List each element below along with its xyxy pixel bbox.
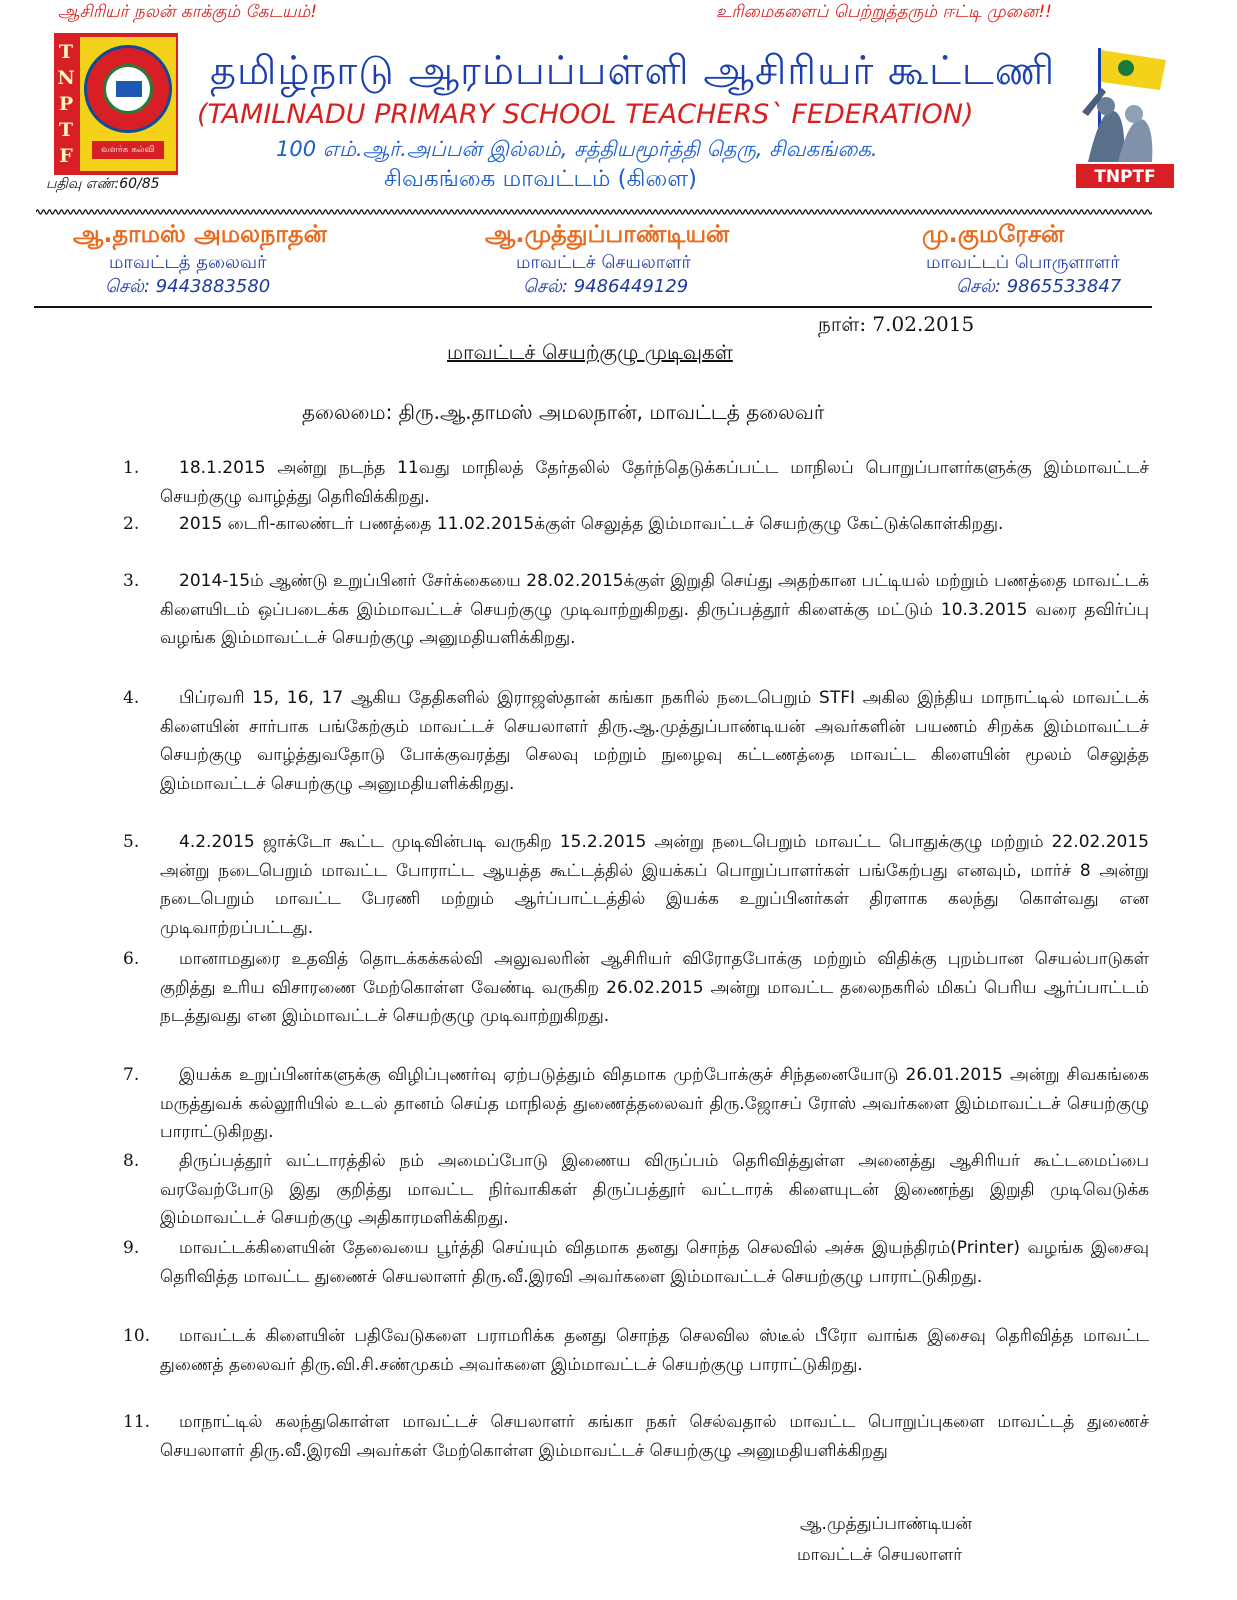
emblem-panel	[80, 37, 176, 171]
logo-letter-strip	[54, 33, 78, 175]
header-divider	[36, 202, 1152, 212]
meeting-chair: தலைமை: திரு.ஆ.தாமஸ் அமலநான், மாவட்டத் தலைவர்	[302, 400, 825, 424]
resolution-item	[123, 1061, 1149, 1147]
logo-letter: N	[57, 67, 75, 89]
president-role: மாவட்டத் தலைவர்	[109, 252, 267, 273]
resolution-text: பிப்ரவரி 15, 16, 17 ஆகிய தேதிகளில் இராஜஸ்தான் கங்கா நகரில் நடைபெறும் STFI அகில இந்திய மாநாட்டில் மாவட்டக் கிளையின் சார்பாக பங்கேற்கும் மாவட்டச் செயலாளர் திரு.ஆ.முத்துப்பாண்டியன் அவர்களின் பயணம் சிறக்க இம்மாவட்டச் செயற்குழு வாழ்த்துவதோடு போக்குவரத்து செலவு மற்றும் நுழைவு கட்டணத்தை மாவட்ட கிளையின் மூலம் செலுத்த இம்மாவட்டச் செயற்குழு அனுமதியளிக்கிறது.	[160, 688, 1149, 794]
resolution-number: 2.	[123, 514, 140, 534]
document-title: மாவட்டச் செயற்குழு முடிவுகள்	[447, 340, 733, 364]
emblem-ribbon: வளர்க கல்வி	[92, 141, 164, 159]
tnptf-emblem-logo	[54, 33, 178, 175]
signatory-role: மாவட்டச் செயலாளர்	[797, 1545, 963, 1565]
resolution-number: 10.	[123, 1326, 151, 1346]
resolution-text: இயக்க உறுப்பினர்களுக்கு விழிப்புணர்வு ஏற்படுத்தும் விதமாக முற்போக்குச் சிந்தனையோடு 26.01.2015 அன்று சிவகங்கை மருத்துவக் கல்லூரியில் உடல் தானம் செய்த மாநிலத் துணைத்தலைவர் திரு.ஜோசப் ரோஸ் அவர்களை இம்மாவட்டச் செயற்குழு பாராட்டுகிறது.	[160, 1065, 1149, 1142]
district-branch: சிவகங்கை மாவட்டம் (கிளை)	[384, 166, 697, 192]
secretary-phone: செல்: 9486449129	[523, 276, 689, 297]
logo-letter: T	[58, 119, 74, 141]
signatory-name: ஆ.முத்துப்பாண்டியன்	[800, 1514, 973, 1534]
resolution-item	[123, 510, 1149, 539]
flag-bearer-logo	[1068, 42, 1180, 190]
resolution-number: 11.	[123, 1412, 151, 1432]
resolution-item	[123, 454, 1149, 511]
resolution-number: 1.	[123, 458, 140, 478]
resolution-item	[123, 1234, 1149, 1291]
resolution-number: 3.	[123, 571, 140, 591]
resolution-item	[123, 567, 1149, 653]
header-rule	[34, 306, 1152, 308]
resolution-text: மாநாட்டில் கலந்துகொள்ள மாவட்டச் செயலாளர் கங்கா நகர் செல்வதால் மாவட்ட பொறுப்புகளை மாவட்டத் துணைச் செயலாளர் திரு.வீ.இரவி அவர்கள் மேற்கொள்ள இம்மாவட்டச் செயற்குழு அனுமதியளிக்கிறது	[160, 1412, 1149, 1461]
treasurer-role: மாவட்டப் பொருளாளர்	[926, 252, 1120, 273]
organisation-title-english: (TAMILNADU PRIMARY SCHOOL TEACHERS` FEDERATION)	[197, 99, 974, 130]
resolution-item	[123, 1147, 1149, 1233]
resolution-number: 6.	[123, 949, 140, 969]
resolution-text: மாவட்டக் கிளையின் பதிவேடுகளை பராமரிக்க தனது சொந்த செலவில ஸ்டீல் பீரோ வாங்க இசைவு தெரிவித்த மாவட்ட துணைத் தலைவர் திரு.வி.சி.சண்முகம் அவர்களை இம்மாவட்டச் செயற்குழு பாராட்டுகிறது.	[160, 1326, 1149, 1375]
resolution-number: 8.	[123, 1151, 140, 1171]
resolution-item	[123, 1408, 1149, 1465]
emblem-ring	[84, 45, 172, 133]
resolution-item	[123, 684, 1149, 798]
president-phone: செல்: 9443883580	[105, 276, 271, 297]
slogan-right: உரிமைகளைப் பெற்றுத்தரும் ஈட்டி முனை!!	[716, 2, 1052, 22]
resolution-text: 2015 டைரி-காலண்டர் பணத்தை 11.02.2015க்குள் செலுத்த இம்மாவட்டச் செயற்குழு கேட்டுக்கொள்கிறது.	[179, 514, 1004, 534]
emblem-center	[103, 64, 153, 114]
resolution-text: 2014-15ம் ஆண்டு உறுப்பினர் சேர்க்கையை 28.02.2015க்குள் இறுதி செய்து அதற்கான பட்டியல் மற்றும் பணத்தை மாவட்டக் கிளையிடம் ஒப்படைக்க இம்மாவட்டச் செயற்குழு முடிவாற்றுகிறது. திருப்பத்தூர் கிளைக்கு மட்டும் 10.3.2015 வரை தவிர்ப்பு வழங்க இம்மாவட்டச் செயற்குழு அனுமதியளிக்கிறது.	[160, 571, 1149, 648]
registration-number: பதிவு எண்:60/85	[46, 176, 160, 192]
resolution-item	[123, 1322, 1149, 1379]
logo-letter: P	[58, 93, 74, 115]
resolution-item	[123, 945, 1149, 1031]
resolution-number: 7.	[123, 1065, 140, 1085]
secretary-role: மாவட்டச் செயலாளர்	[516, 252, 691, 273]
logo-right-text: TNPTF	[1094, 167, 1156, 187]
resolution-text: மாவட்டக்கிளையின் தேவையை பூர்த்தி செய்யும் விதமாக தனது சொந்த செலவில் அச்சு இயந்திரம்(Printer) வழங்க இசைவு தெரிவித்த மாவட்ட துணைச் செயலாளர் திரு.வீ.இரவி அவர்களை இம்மாவட்டச் செயற்குழு பாராட்டுகிறது.	[160, 1238, 1149, 1287]
book-icon	[116, 81, 142, 97]
flag-icon	[1068, 42, 1180, 190]
organisation-address: 100 எம்.ஆர்.அப்பன் இல்லம், சத்தியமூர்த்தி தெரு, சிவகங்கை.	[276, 137, 878, 161]
organisation-title-tamil: தமிழ்நாடு ஆரம்பப்பள்ளி ஆசிரியர் கூட்டணி	[210, 48, 1056, 94]
secretary-name: ஆ.முத்துப்பாண்டியன்	[485, 220, 730, 248]
resolution-text: மானாமதுரை உதவித் தொடக்கக்கல்வி அலுவலரின் ஆசிரியர் விரோதபோக்கு மற்றும் விதிக்கு புறம்பான செயல்பாடுகள் குறித்து உரிய விசாரணை மேற்கொள்ள வேண்டி வருகிற 26.02.2015 அன்று மாவட்ட தலைநகரில் மிகப் பெரிய ஆர்ப்பாட்டம் நடத்துவது என இம்மாவட்டச் செயற்குழு முடிவாற்றுகிறது.	[160, 949, 1149, 1026]
logo-letter: T	[58, 41, 74, 63]
president-name: ஆ.தாமஸ் அமலநாதன்	[73, 220, 327, 248]
document-date: நாள்: 7.02.2015	[818, 312, 975, 336]
logo-letter: F	[59, 145, 73, 167]
treasurer-phone: செல்: 9865533847	[956, 276, 1122, 297]
resolution-number: 5.	[123, 832, 140, 852]
resolution-number: 4.	[123, 688, 140, 708]
slogan-left: ஆசிரியர் நலன் காக்கும் கேடயம்!	[58, 2, 318, 22]
resolution-number: 9.	[123, 1238, 140, 1258]
resolution-text: 18.1.2015 அன்று நடந்த 11வது மாநிலத் தேர்தலில் தேர்ந்தெடுக்கப்பட்ட மாநிலப் பொறுப்பாளர்களுக்கு இம்மாவட்டச் செயற்குழு வாழ்த்து தெரிவிக்கிறது.	[160, 458, 1149, 507]
resolution-text: 4.2.2015 ஜாக்டோ கூட்ட முடிவின்படி வருகிற 15.2.2015 அன்று நடைபெறும் மாவட்ட பொதுக்குழு மற்றும் 22.02.2015 அன்று நடைபெறும் மாவட்ட போராட்ட ஆயத்த கூட்டத்தில் இயக்கப் பொறுப்பாளர்கள் பங்கேற்பது எனவும், மார்ச் 8 அன்று நடைபெறும் மாவட்ட பேரணி மற்றும் ஆர்ப்பாட்டத்தில் இயக்க உறுப்பினர்கள் திரளாக கலந்து கொள்வது என முடிவாற்றப்பட்டது.	[160, 832, 1149, 938]
treasurer-name: மு.குமரேசன்	[922, 220, 1065, 248]
resolution-text: திருப்பத்தூர் வட்டாரத்தில் நம் அமைப்போடு இணைய விருப்பம் தெரிவித்துள்ள அனைத்து ஆசிரியர் கூட்டமைப்பை வரவேற்போடு இது குறித்து மாவட்ட நிர்வாகிகள் திருப்பத்தூர் வட்டாரக் கிளையுடன் இணைந்து இறுதி முடிவெடுக்க இம்மாவட்டச் செயற்குழு அதிகாரமளிக்கிறது.	[160, 1151, 1149, 1228]
resolution-item	[123, 828, 1149, 942]
